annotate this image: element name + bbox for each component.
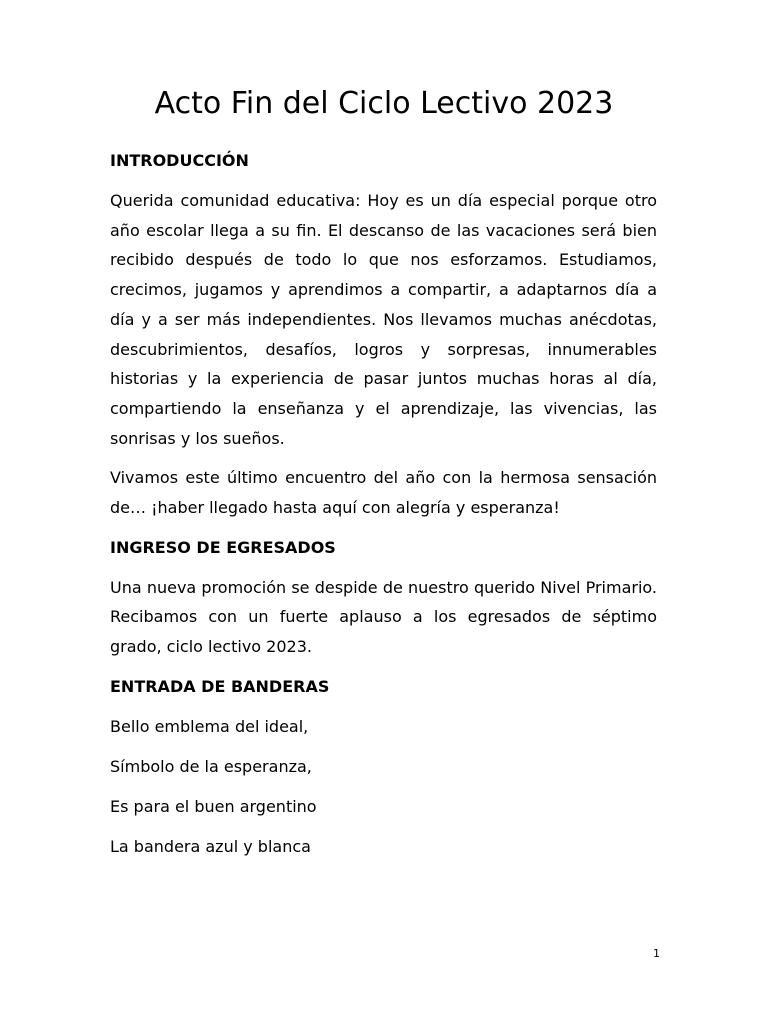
paragraph-ingreso-1: Una nueva promoción se despide de nuestro querido Nivel Primario. Recibamos con un fuerte aplauso a los egresados de séptimo grado, ciclo lectivo 2023.: [110, 577, 657, 657]
section-heading-ingreso: INGRESO DE EGRESADOS: [110, 537, 336, 557]
page-number: 1: [653, 947, 660, 960]
verse-line: Es para el buen argentino: [110, 796, 317, 816]
paragraph-introduccion-1: Querida comunidad educativa: Hoy es un día especial porque otro año escolar llega a su fin. El descanso de las vacaciones será bien recibido después de todo lo que nos esforzamos. Estudiamos, crecimos, jugamos y aprendimos a compartir, a adaptarnos día a día y a ser más independientes. Nos llevamos muchas anécdotas, descubrimientos, desafíos, logros y sorpresas, innumerables historias y la experiencia de pasar juntos muchas horas al día, compartiendo la enseñanza y el aprendizaje, las vivencias, las sonrisas y los sueños.: [110, 191, 657, 448]
document-body: [110, 146, 657, 872]
paragraph-introduccion-2: Vivamos este último encuentro del año con la hermosa sensación de… ¡haber llegado hasta aquí con alegría y esperanza!: [110, 468, 657, 518]
verse-line: Símbolo de la esperanza,: [110, 756, 312, 776]
verse-line: La bandera azul y blanca: [110, 836, 311, 856]
page-title: Acto Fin del Ciclo Lectivo 2023: [154, 86, 614, 121]
verse-line: Bello emblema del ideal,: [110, 716, 309, 736]
section-heading-introduccion: INTRODUCCIÓN: [110, 151, 249, 170]
section-heading-banderas: ENTRADA DE BANDERAS: [110, 676, 330, 696]
